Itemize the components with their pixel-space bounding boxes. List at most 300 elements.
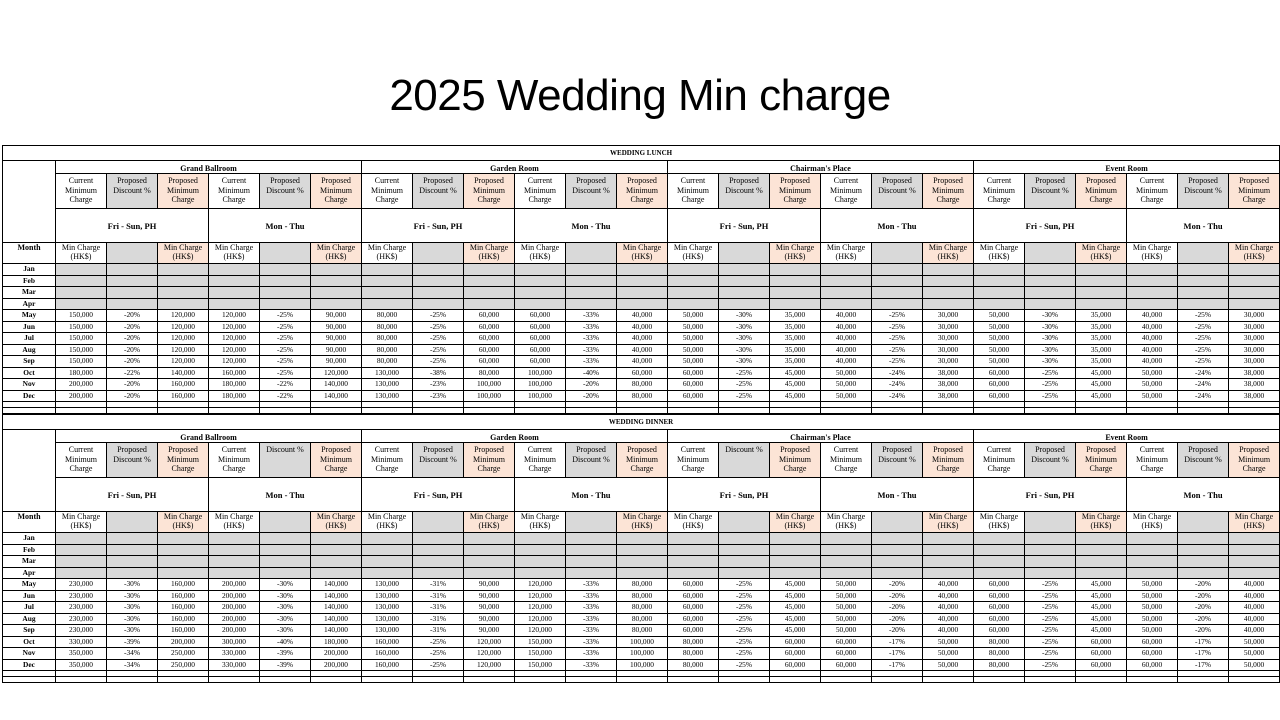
- empty-cell: [515, 544, 566, 556]
- empty-cell: [362, 275, 413, 287]
- value-cell: -40%: [260, 636, 311, 648]
- unit-label: Min Charge (HK$): [1229, 512, 1280, 533]
- table-row: [3, 264, 1280, 276]
- value-cell: 50,000: [1127, 590, 1178, 602]
- value-cell: 90,000: [464, 625, 515, 637]
- empty-cell: [1127, 408, 1178, 414]
- value-cell: -25%: [719, 636, 770, 648]
- value-cell: -25%: [719, 625, 770, 637]
- value-cell: 60,000: [668, 625, 719, 637]
- unit-label: Min Charge (HK$): [923, 243, 974, 264]
- value-cell: 40,000: [923, 602, 974, 614]
- empty-cell: [1229, 544, 1280, 556]
- empty-cell: [1229, 275, 1280, 287]
- value-cell: 120,000: [515, 613, 566, 625]
- value-cell: -33%: [566, 636, 617, 648]
- value-cell: -25%: [1025, 625, 1076, 637]
- value-cell: -23%: [413, 390, 464, 402]
- lunch-min-charge-table: [2, 145, 1280, 414]
- value-cell: -17%: [1178, 636, 1229, 648]
- empty-cell: [56, 533, 107, 545]
- value-cell: 50,000: [1127, 625, 1178, 637]
- empty-cell: [56, 556, 107, 568]
- column-header: Proposed Minimum Charge: [617, 174, 668, 209]
- value-cell: 40,000: [821, 321, 872, 333]
- empty-cell: [974, 533, 1025, 545]
- empty-cell: [311, 287, 362, 299]
- value-cell: 60,000: [668, 390, 719, 402]
- empty-cell: [362, 556, 413, 568]
- value-cell: 40,000: [1229, 613, 1280, 625]
- empty-cell: [1127, 533, 1178, 545]
- value-cell: 60,000: [1127, 648, 1178, 660]
- wedding-lunch-table: [2, 145, 1279, 414]
- corner-cell: [3, 443, 56, 478]
- value-cell: 35,000: [770, 321, 821, 333]
- empty-cell: [107, 567, 158, 579]
- value-cell: 40,000: [1229, 602, 1280, 614]
- empty-cell: [260, 264, 311, 276]
- value-cell: 160,000: [158, 590, 209, 602]
- empty-cell: [770, 408, 821, 414]
- column-header: Proposed Minimum Charge: [1229, 443, 1280, 478]
- empty-cell: [1178, 544, 1229, 556]
- empty-cell: [566, 677, 617, 683]
- empty-cell: [260, 243, 311, 264]
- value-cell: 160,000: [158, 602, 209, 614]
- value-cell: -34%: [107, 648, 158, 660]
- empty-cell: [1229, 264, 1280, 276]
- empty-cell: [719, 544, 770, 556]
- value-cell: -25%: [719, 613, 770, 625]
- value-cell: -20%: [1178, 625, 1229, 637]
- column-header-row: [3, 174, 1280, 209]
- value-cell: 120,000: [209, 356, 260, 368]
- value-cell: 50,000: [923, 659, 974, 671]
- empty-cell: [362, 567, 413, 579]
- empty-cell: [107, 677, 158, 683]
- empty-cell: [566, 512, 617, 533]
- empty-cell: [464, 408, 515, 414]
- empty-cell: [311, 677, 362, 683]
- empty-cell: [821, 275, 872, 287]
- value-cell: 50,000: [1127, 390, 1178, 402]
- empty-cell: [719, 275, 770, 287]
- column-header: Current Minimum Charge: [974, 174, 1025, 209]
- value-cell: -25%: [413, 636, 464, 648]
- month-cell: Feb: [3, 544, 56, 556]
- value-cell: 40,000: [821, 356, 872, 368]
- value-cell: -39%: [260, 648, 311, 660]
- empty-cell: [770, 556, 821, 568]
- value-cell: 50,000: [821, 590, 872, 602]
- empty-cell: [56, 287, 107, 299]
- value-cell: -33%: [566, 310, 617, 322]
- empty-cell: [1178, 298, 1229, 310]
- value-cell: 90,000: [311, 310, 362, 322]
- value-cell: -30%: [260, 625, 311, 637]
- table-row: [3, 356, 1280, 368]
- value-cell: 160,000: [158, 613, 209, 625]
- empty-cell: [872, 298, 923, 310]
- empty-cell: [515, 287, 566, 299]
- empty-cell: [1127, 287, 1178, 299]
- empty-cell: [923, 408, 974, 414]
- column-header: Discount %: [260, 443, 311, 478]
- value-cell: 200,000: [209, 579, 260, 591]
- value-cell: -34%: [107, 659, 158, 671]
- unit-label: Min Charge (HK$): [617, 243, 668, 264]
- empty-cell: [1127, 556, 1178, 568]
- value-cell: 60,000: [668, 590, 719, 602]
- value-cell: 90,000: [464, 602, 515, 614]
- value-cell: -25%: [719, 579, 770, 591]
- empty-cell: [923, 556, 974, 568]
- value-cell: -25%: [413, 333, 464, 345]
- empty-cell: [821, 677, 872, 683]
- empty-cell: [1178, 275, 1229, 287]
- month-cell: Apr: [3, 567, 56, 579]
- value-cell: 50,000: [1127, 579, 1178, 591]
- value-cell: 35,000: [1076, 344, 1127, 356]
- column-header: Proposed Discount %: [872, 174, 923, 209]
- value-cell: -25%: [1025, 659, 1076, 671]
- empty-cell: [617, 677, 668, 683]
- empty-cell: [107, 287, 158, 299]
- value-cell: -20%: [1178, 602, 1229, 614]
- empty-cell: [821, 298, 872, 310]
- empty-cell: [1025, 544, 1076, 556]
- table-row: [3, 287, 1280, 299]
- empty-cell: [923, 264, 974, 276]
- empty-cell: [1178, 512, 1229, 533]
- corner-cell: [3, 478, 56, 512]
- column-header: Current Minimum Charge: [209, 174, 260, 209]
- empty-cell: [821, 408, 872, 414]
- table-row: [3, 275, 1280, 287]
- empty-cell: [1127, 567, 1178, 579]
- value-cell: -25%: [1025, 379, 1076, 391]
- empty-cell: [1127, 544, 1178, 556]
- value-cell: -25%: [872, 344, 923, 356]
- value-cell: 50,000: [923, 648, 974, 660]
- empty-cell: [974, 298, 1025, 310]
- value-cell: -25%: [413, 321, 464, 333]
- value-cell: 60,000: [668, 579, 719, 591]
- empty-cell: [515, 264, 566, 276]
- section-title-row: [3, 415, 1280, 430]
- empty-cell: [209, 544, 260, 556]
- value-cell: -30%: [719, 310, 770, 322]
- unit-label: Min Charge (HK$): [464, 512, 515, 533]
- value-cell: -33%: [566, 333, 617, 345]
- value-cell: -30%: [260, 579, 311, 591]
- empty-cell: [923, 533, 974, 545]
- empty-cell: [413, 287, 464, 299]
- value-cell: 120,000: [464, 648, 515, 660]
- empty-cell: [1178, 287, 1229, 299]
- value-cell: 50,000: [1127, 367, 1178, 379]
- value-cell: 45,000: [1076, 613, 1127, 625]
- value-cell: 140,000: [311, 390, 362, 402]
- empty-cell: [1025, 243, 1076, 264]
- value-cell: -30%: [107, 602, 158, 614]
- value-cell: 50,000: [974, 310, 1025, 322]
- empty-cell: [209, 567, 260, 579]
- column-header: Proposed Discount %: [719, 174, 770, 209]
- value-cell: 45,000: [1076, 590, 1127, 602]
- value-cell: 160,000: [362, 659, 413, 671]
- value-cell: -25%: [413, 648, 464, 660]
- value-cell: 80,000: [617, 625, 668, 637]
- column-header: Current Minimum Charge: [821, 174, 872, 209]
- empty-cell: [617, 275, 668, 287]
- value-cell: 60,000: [617, 367, 668, 379]
- empty-cell: [1025, 287, 1076, 299]
- value-cell: 40,000: [821, 310, 872, 322]
- value-cell: 60,000: [515, 321, 566, 333]
- value-cell: 200,000: [209, 590, 260, 602]
- value-cell: -31%: [413, 590, 464, 602]
- value-cell: -20%: [566, 390, 617, 402]
- empty-cell: [923, 677, 974, 683]
- value-cell: 50,000: [1229, 659, 1280, 671]
- value-cell: -33%: [566, 590, 617, 602]
- empty-cell: [464, 556, 515, 568]
- day-group-header: Mon - Thu: [515, 209, 668, 243]
- month-cell: Nov: [3, 648, 56, 660]
- value-cell: 40,000: [923, 613, 974, 625]
- empty-cell: [362, 533, 413, 545]
- value-cell: -24%: [872, 390, 923, 402]
- empty-cell: [260, 677, 311, 683]
- value-cell: -20%: [107, 333, 158, 345]
- value-cell: 30,000: [1229, 333, 1280, 345]
- value-cell: -25%: [1025, 648, 1076, 660]
- empty-cell: [1025, 408, 1076, 414]
- empty-cell: [56, 408, 107, 414]
- empty-cell: [974, 408, 1025, 414]
- day-group-header: Fri - Sun, PH: [362, 478, 515, 512]
- value-cell: 60,000: [668, 367, 719, 379]
- empty-cell: [719, 287, 770, 299]
- day-group-header: Mon - Thu: [209, 209, 362, 243]
- value-cell: -30%: [107, 590, 158, 602]
- empty-cell: [1229, 533, 1280, 545]
- value-cell: 60,000: [974, 379, 1025, 391]
- day-group-header: Mon - Thu: [515, 478, 668, 512]
- empty-cell: [56, 264, 107, 276]
- value-cell: 60,000: [668, 613, 719, 625]
- value-cell: 180,000: [209, 379, 260, 391]
- value-cell: 350,000: [56, 648, 107, 660]
- value-cell: 45,000: [1076, 579, 1127, 591]
- day-group-header: Fri - Sun, PH: [56, 478, 209, 512]
- empty-cell: [515, 677, 566, 683]
- column-header: Proposed Discount %: [566, 443, 617, 478]
- table-row: [3, 625, 1280, 637]
- empty-cell: [668, 287, 719, 299]
- empty-cell: [107, 556, 158, 568]
- empty-cell: [413, 512, 464, 533]
- unit-label: Min Charge (HK$): [1076, 512, 1127, 533]
- value-cell: 40,000: [1127, 333, 1178, 345]
- empty-cell: [158, 408, 209, 414]
- value-cell: 120,000: [515, 602, 566, 614]
- value-cell: 100,000: [617, 636, 668, 648]
- value-cell: -30%: [107, 579, 158, 591]
- value-cell: 38,000: [923, 390, 974, 402]
- value-cell: 60,000: [668, 602, 719, 614]
- corner-cell: [3, 430, 56, 443]
- value-cell: 50,000: [821, 579, 872, 591]
- month-cell: Dec: [3, 390, 56, 402]
- value-cell: -23%: [413, 379, 464, 391]
- value-cell: 100,000: [617, 648, 668, 660]
- value-cell: 45,000: [770, 579, 821, 591]
- empty-cell: [1076, 567, 1127, 579]
- month-cell: Oct: [3, 367, 56, 379]
- value-cell: 80,000: [668, 648, 719, 660]
- value-cell: 30,000: [1229, 321, 1280, 333]
- value-cell: 50,000: [821, 390, 872, 402]
- value-cell: 45,000: [1076, 602, 1127, 614]
- value-cell: 45,000: [1076, 625, 1127, 637]
- empty-cell: [1178, 264, 1229, 276]
- month-cell: Apr: [3, 298, 56, 310]
- value-cell: -25%: [1178, 310, 1229, 322]
- value-cell: -20%: [1178, 590, 1229, 602]
- value-cell: 120,000: [209, 321, 260, 333]
- column-header: Proposed Discount %: [1178, 174, 1229, 209]
- value-cell: 90,000: [464, 590, 515, 602]
- empty-cell: [56, 275, 107, 287]
- value-cell: 60,000: [1127, 659, 1178, 671]
- value-cell: 60,000: [668, 379, 719, 391]
- value-cell: 40,000: [821, 333, 872, 345]
- value-cell: 180,000: [311, 636, 362, 648]
- value-cell: 150,000: [56, 310, 107, 322]
- value-cell: -30%: [1025, 333, 1076, 345]
- empty-cell: [464, 567, 515, 579]
- value-cell: 160,000: [209, 367, 260, 379]
- value-cell: 100,000: [515, 367, 566, 379]
- column-header: Current Minimum Charge: [821, 443, 872, 478]
- empty-cell: [566, 408, 617, 414]
- empty-cell: [566, 287, 617, 299]
- value-cell: -17%: [1178, 648, 1229, 660]
- empty-cell: [515, 533, 566, 545]
- value-cell: -33%: [566, 625, 617, 637]
- value-cell: 100,000: [515, 390, 566, 402]
- value-cell: 160,000: [362, 648, 413, 660]
- value-cell: 60,000: [464, 333, 515, 345]
- month-cell: Mar: [3, 556, 56, 568]
- column-header-row: [3, 443, 1280, 478]
- table-row: [3, 602, 1280, 614]
- value-cell: -38%: [413, 367, 464, 379]
- empty-cell: [1229, 556, 1280, 568]
- value-cell: -17%: [1178, 659, 1229, 671]
- empty-cell: [872, 544, 923, 556]
- value-cell: -31%: [413, 625, 464, 637]
- table-row: [3, 344, 1280, 356]
- unit-label: Min Charge (HK$): [311, 243, 362, 264]
- empty-cell: [158, 264, 209, 276]
- day-group-row: [3, 478, 1280, 512]
- empty-cell: [362, 544, 413, 556]
- value-cell: 50,000: [821, 367, 872, 379]
- empty-cell: [566, 544, 617, 556]
- empty-cell: [209, 287, 260, 299]
- value-cell: 200,000: [209, 613, 260, 625]
- value-cell: 50,000: [1127, 379, 1178, 391]
- month-cell: Nov: [3, 379, 56, 391]
- value-cell: -20%: [1178, 579, 1229, 591]
- value-cell: 120,000: [209, 310, 260, 322]
- empty-cell: [158, 677, 209, 683]
- empty-cell: [158, 556, 209, 568]
- unit-label: Min Charge (HK$): [311, 512, 362, 533]
- empty-cell: [1025, 298, 1076, 310]
- column-header: Proposed Discount %: [566, 174, 617, 209]
- value-cell: -30%: [260, 613, 311, 625]
- value-cell: 35,000: [770, 310, 821, 322]
- empty-cell: [158, 287, 209, 299]
- empty-cell: [974, 275, 1025, 287]
- empty-cell: [260, 544, 311, 556]
- empty-cell: [260, 567, 311, 579]
- table-row: [3, 613, 1280, 625]
- empty-cell: [719, 512, 770, 533]
- value-cell: -20%: [872, 625, 923, 637]
- value-cell: 80,000: [974, 659, 1025, 671]
- value-cell: 80,000: [617, 390, 668, 402]
- value-cell: 130,000: [362, 579, 413, 591]
- value-cell: -17%: [872, 648, 923, 660]
- column-header: Proposed Minimum Charge: [1229, 174, 1280, 209]
- value-cell: 45,000: [770, 602, 821, 614]
- empty-cell: [56, 677, 107, 683]
- value-cell: -25%: [413, 356, 464, 368]
- day-group-header: Mon - Thu: [821, 478, 974, 512]
- value-cell: 60,000: [515, 344, 566, 356]
- value-cell: 330,000: [209, 648, 260, 660]
- value-cell: 80,000: [464, 367, 515, 379]
- empty-cell: [1076, 677, 1127, 683]
- empty-cell: [719, 243, 770, 264]
- value-cell: 60,000: [974, 625, 1025, 637]
- value-cell: -25%: [1025, 579, 1076, 591]
- value-cell: 60,000: [974, 613, 1025, 625]
- unit-row: [3, 243, 1280, 264]
- value-cell: 30,000: [1229, 356, 1280, 368]
- value-cell: 160,000: [158, 579, 209, 591]
- value-cell: 130,000: [362, 613, 413, 625]
- column-header: Current Minimum Charge: [56, 174, 107, 209]
- empty-cell: [770, 544, 821, 556]
- empty-cell: [413, 567, 464, 579]
- value-cell: -25%: [719, 602, 770, 614]
- day-group-row: [3, 209, 1280, 243]
- value-cell: 130,000: [362, 625, 413, 637]
- empty-cell: [464, 677, 515, 683]
- empty-cell: [872, 408, 923, 414]
- column-header: Current Minimum Charge: [56, 443, 107, 478]
- empty-cell: [668, 544, 719, 556]
- value-cell: 50,000: [974, 333, 1025, 345]
- table-row: [3, 390, 1280, 402]
